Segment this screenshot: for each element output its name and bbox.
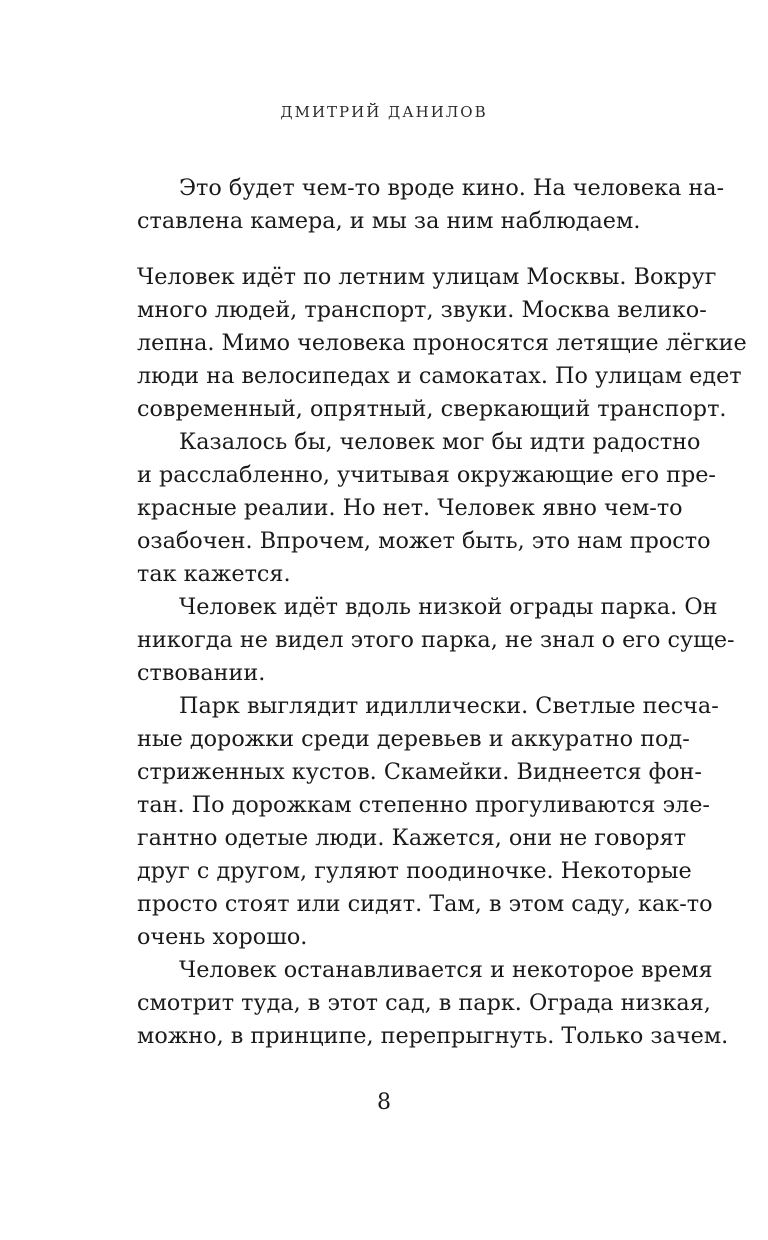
paragraph bbox=[137, 426, 716, 591]
text-line: люди на велосипедах и самокатах. По улицам едет bbox=[137, 363, 742, 389]
paragraph bbox=[137, 261, 747, 426]
text-line: Человек идёт по летним улицам Москвы. Вокруг bbox=[137, 264, 717, 290]
text-line: Человек останавливается и некоторое время bbox=[179, 957, 713, 983]
text-line: тан. По дорожкам степенно прогуливаются эле- bbox=[137, 792, 710, 818]
text-line: стриженных кустов. Скамейки. Виднеется фон- bbox=[137, 759, 702, 785]
text-line: Человек идёт вдоль низкой ограды парка. Он bbox=[179, 594, 718, 620]
paragraph bbox=[137, 690, 719, 954]
page-number: 8 bbox=[377, 1090, 391, 1115]
paragraph bbox=[137, 954, 729, 1053]
text-line: никогда не видел этого парка, не знал о его суще- bbox=[137, 627, 735, 653]
text-line: ные дорожки среди деревьев и аккуратно под- bbox=[137, 726, 690, 752]
text-line: очень хорошо. bbox=[137, 924, 308, 950]
text-line: и расслабленно, учитывая окружающие его пре- bbox=[137, 462, 716, 488]
text-line: много людей, транспорт, звуки. Москва велико- bbox=[137, 297, 707, 323]
text-line: так кажется. bbox=[137, 561, 291, 587]
text-line: смотрит туда, в этот сад, в парк. Ограда низкая, bbox=[137, 990, 711, 1016]
text-line: Это будет чем-то вроде кино. На человека на- bbox=[179, 175, 725, 201]
intro-paragraph bbox=[137, 172, 725, 238]
text-line: красные реалии. Но нет. Человек явно чем-то bbox=[137, 495, 683, 521]
text-line: лепна. Мимо человека проносятся летящие лёгкие bbox=[137, 330, 747, 356]
text-line: современный, опрятный, сверкающий транспорт. bbox=[137, 396, 727, 422]
text-line: можно, в принципе, перепрыгнуть. Только зачем. bbox=[137, 1023, 729, 1049]
paragraph bbox=[137, 591, 735, 690]
text-line: ствовании. bbox=[137, 660, 266, 686]
text-line: Казалось бы, человек мог бы идти радостно bbox=[179, 429, 701, 455]
body-text bbox=[137, 261, 747, 1053]
text-line: озабочен. Впрочем, может быть, это нам просто bbox=[137, 528, 711, 554]
running-head: ДМИТРИЙ ДАНИЛОВ bbox=[280, 103, 488, 121]
text-line: ставлена камера, и мы за ним наблюдаем. bbox=[137, 208, 641, 234]
text-line: Парк выглядит идиллически. Светлые песча- bbox=[179, 693, 719, 719]
text-line: друг с другом, гуляют поодиночке. Некоторые bbox=[137, 858, 692, 884]
text-line: гантно одетые люди. Кажется, они не говорят bbox=[137, 825, 687, 851]
text-line: просто стоят или сидят. Там, в этом саду, как-то bbox=[137, 891, 713, 917]
